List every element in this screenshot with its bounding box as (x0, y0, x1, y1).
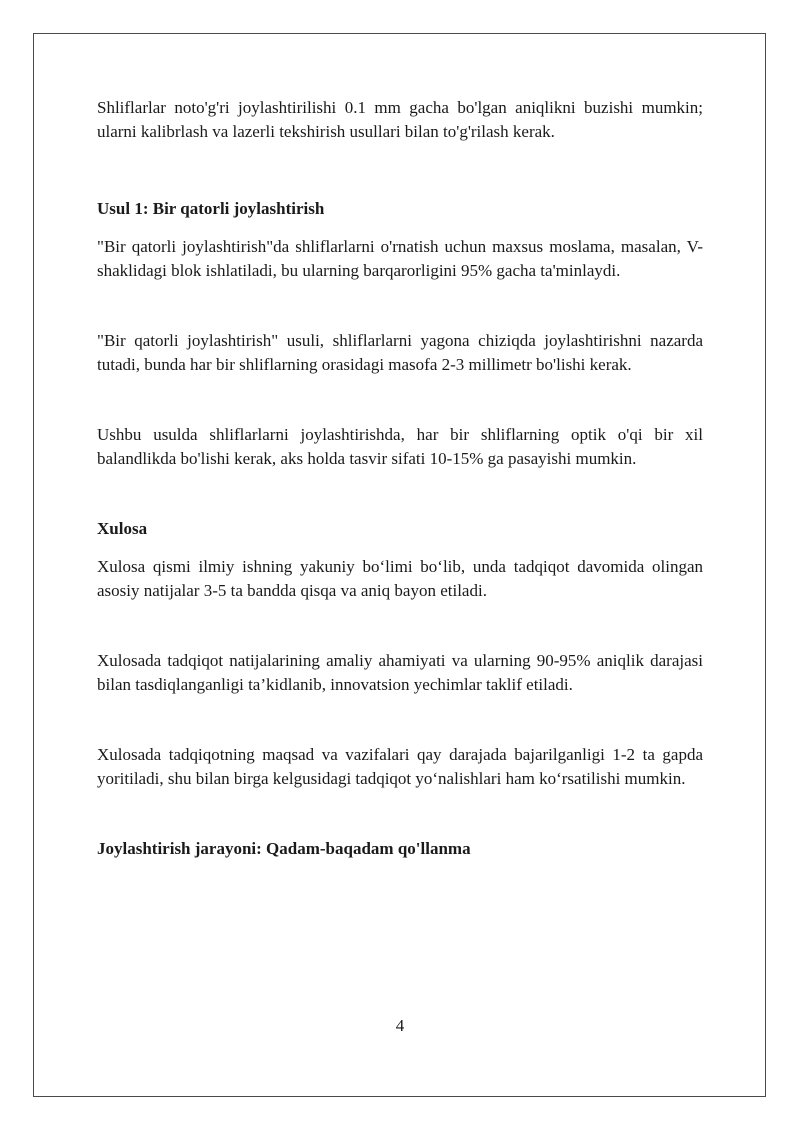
page-number: 4 (395, 1016, 405, 1035)
heading-placement-process: Joylashtirish jarayoni: Qadam-baqadam qo'llanma (97, 839, 471, 858)
intro-paragraph: Shliflarlar noto'g'ri joylashtirilishi 0.1 mm gacha bo'lgan aniqlikni buzishi mumkin; ularni kalibrlash va lazerli tekshirish usullari bilan to'g'rilash kerak. (97, 98, 703, 141)
conclusion-paragraph-3: Xulosada tadqiqotning maqsad va vazifalari qay darajada bajarilganligi 1-2 ta gapda yoritiladi, shu bilan birga kelgusidagi tadqiqot yo‘nalishlari ham ko‘rsatilishi mumkin. (97, 745, 703, 788)
conclusion-paragraph-2: Xulosada tadqiqot natijalarining amaliy ahamiyati va ularning 90-95% aniqlik darajasi bilan tasdiqlanganligi ta’kidlanib, innovatsion yechimlar taklif etiladi. (97, 651, 703, 694)
method-1-paragraph-2: "Bir qatorli joylashtirish" usuli, shliflarlarni yagona chiziqda joylashtirishni nazarda tutadi, bunda har bir shliflarning orasidagi masofa 2-3 millimetr bo'lishi kerak. (97, 331, 703, 374)
method-1-paragraph-3: Ushbu usulda shliflarlarni joylashtirishda, har bir shliflarning optik o'qi bir xil balandlikda bo'lishi kerak, aks holda tasvir sifati 10-15% ga pasayishi mumkin. (97, 425, 703, 468)
page-content (97, 96, 703, 861)
method-1-paragraph-1: "Bir qatorli joylashtirish"da shliflarlarni o'rnatish uchun maxsus moslama, masalan, V-shaklidagi blok ishlatiladi, bu ularning barqarorligini 95% gacha ta'minlaydi. (97, 237, 703, 280)
heading-conclusion: Xulosa (97, 519, 148, 538)
heading-method-1: Usul 1: Bir qatorli joylashtirish (97, 199, 325, 218)
conclusion-paragraph-1: Xulosa qismi ilmiy ishning yakuniy bo‘limi bo‘lib, unda tadqiqot davomida olingan asosiy natijalar 3-5 ta bandda qisqa va aniq bayon etiladi. (97, 557, 703, 600)
